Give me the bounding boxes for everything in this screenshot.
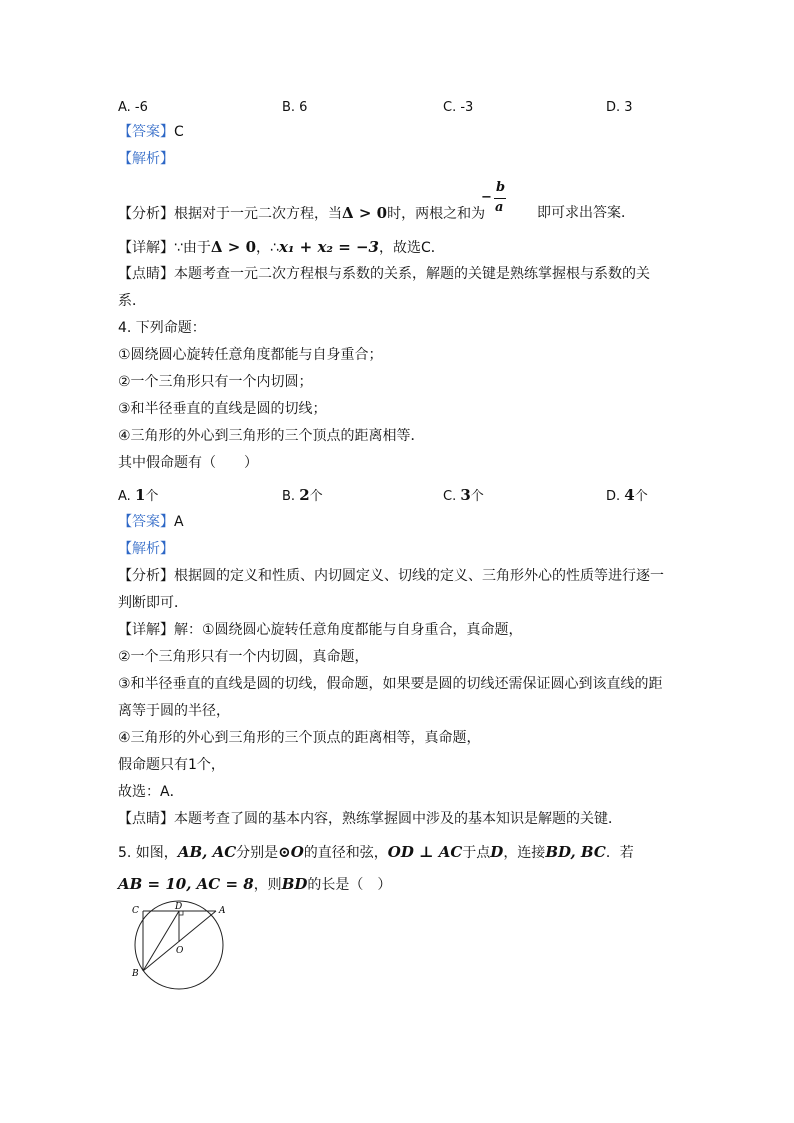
q4-fenxi-1: 【分析】根据圆的定义和性质、内切圆定义、切线的定义、三角形外心的性质等进行逐一: [118, 568, 664, 584]
q3-fenxi-end: 即可求出答案．: [537, 205, 635, 221]
q4-prop-4: ④三角形的外心到三角形的三个顶点的距离相等．: [118, 428, 425, 444]
label-o: O: [176, 946, 184, 956]
q4-answer: 【答案】A: [118, 514, 184, 530]
q4-detail-2: ②一个三角形只有一个内切圆，真命题，: [118, 649, 369, 665]
label-d: D: [175, 902, 183, 912]
math-sum-roots: x₁ + x₂ = −3: [278, 238, 379, 256]
q4-prop-3: ③和半径垂直的直线是圆的切线；: [118, 401, 327, 417]
q4-prop-2: ②一个三角形只有一个内切圆；: [118, 374, 313, 390]
q3-analysis-tag: 【解析】: [118, 151, 174, 167]
q3-option-b: B. 6: [282, 100, 308, 115]
q4-option-a: A. 1个: [118, 486, 159, 504]
q4-detail-3: ③和半径垂直的直线是圆的切线，假命题，如果要是圆的切线还需保证圆心到该直线的距: [118, 676, 663, 692]
q4-detail-5: ④三角形的外心到三角形的三个顶点的距离相等，真命题，: [118, 730, 481, 746]
q3-fenxi: 【分析】根据对于一元二次方程，当Δ > 0时，两根之和为: [118, 204, 486, 222]
fraction-neg-b-over-a: − b a: [481, 180, 506, 215]
answer-value: C: [174, 124, 184, 140]
q4-detail-6: 假命题只有1个，: [118, 757, 225, 773]
label-b: B: [132, 969, 139, 979]
answer-tag: 【答案】: [118, 124, 174, 140]
q5-stem-1: 5. 如图，AB, AC分别是⊙O的直径和弦，OD ⊥ AC于点D，连接BD, BC．若: [118, 843, 634, 861]
q4-prop-1: ①圆绕圆心旋转任意角度都能与自身重合；: [118, 347, 383, 363]
segment-bd: [143, 911, 179, 971]
q4-analysis-tag: 【解析】: [118, 541, 174, 557]
q3-detail: 【详解】∵由于Δ > 0，∴x₁ + x₂ = −3，故选C．: [118, 238, 445, 256]
math-delta: Δ > 0: [342, 204, 388, 222]
q4-fenxi-2: 判断即可．: [118, 595, 188, 611]
q3-option-c: C. -3: [443, 100, 474, 115]
q4-detail-7: 故选：A．: [118, 784, 184, 800]
label-a: A: [219, 906, 226, 916]
q4-question: 其中假命题有（ ）: [118, 455, 258, 471]
q5-stem-2: AB = 10, AC = 8，则BD的长是（ ）: [118, 875, 392, 893]
label-c: C: [132, 906, 139, 916]
q4-comment: 【点睛】本题考查了圆的基本内容，熟练掌握圆中涉及的基本知识是解题的关键．: [118, 811, 622, 827]
q4-detail-4: 离等于圆的半径，: [118, 703, 230, 719]
q4-option-b: B. 2个: [282, 486, 323, 504]
q3-answer: [118, 122, 184, 142]
q3-option-a: A. -6: [118, 100, 148, 115]
q4-option-d: D. 4个: [606, 486, 648, 504]
q3-option-d: D. 3: [606, 100, 633, 115]
q3-comment-1: 【点睛】本题考查一元二次方程根与系数的关系，解题的关键是熟练掌握根与系数的关: [118, 266, 650, 282]
q4-stem: 4. 下列命题：: [118, 320, 206, 336]
q4-option-c: C. 3个: [443, 486, 484, 504]
q4-detail-1: 【详解】解：①圆绕圆心旋转任意角度都能与自身重合，真命题，: [118, 622, 523, 638]
q3-comment-2: 系．: [118, 293, 146, 309]
circle-figure: [124, 900, 224, 992]
